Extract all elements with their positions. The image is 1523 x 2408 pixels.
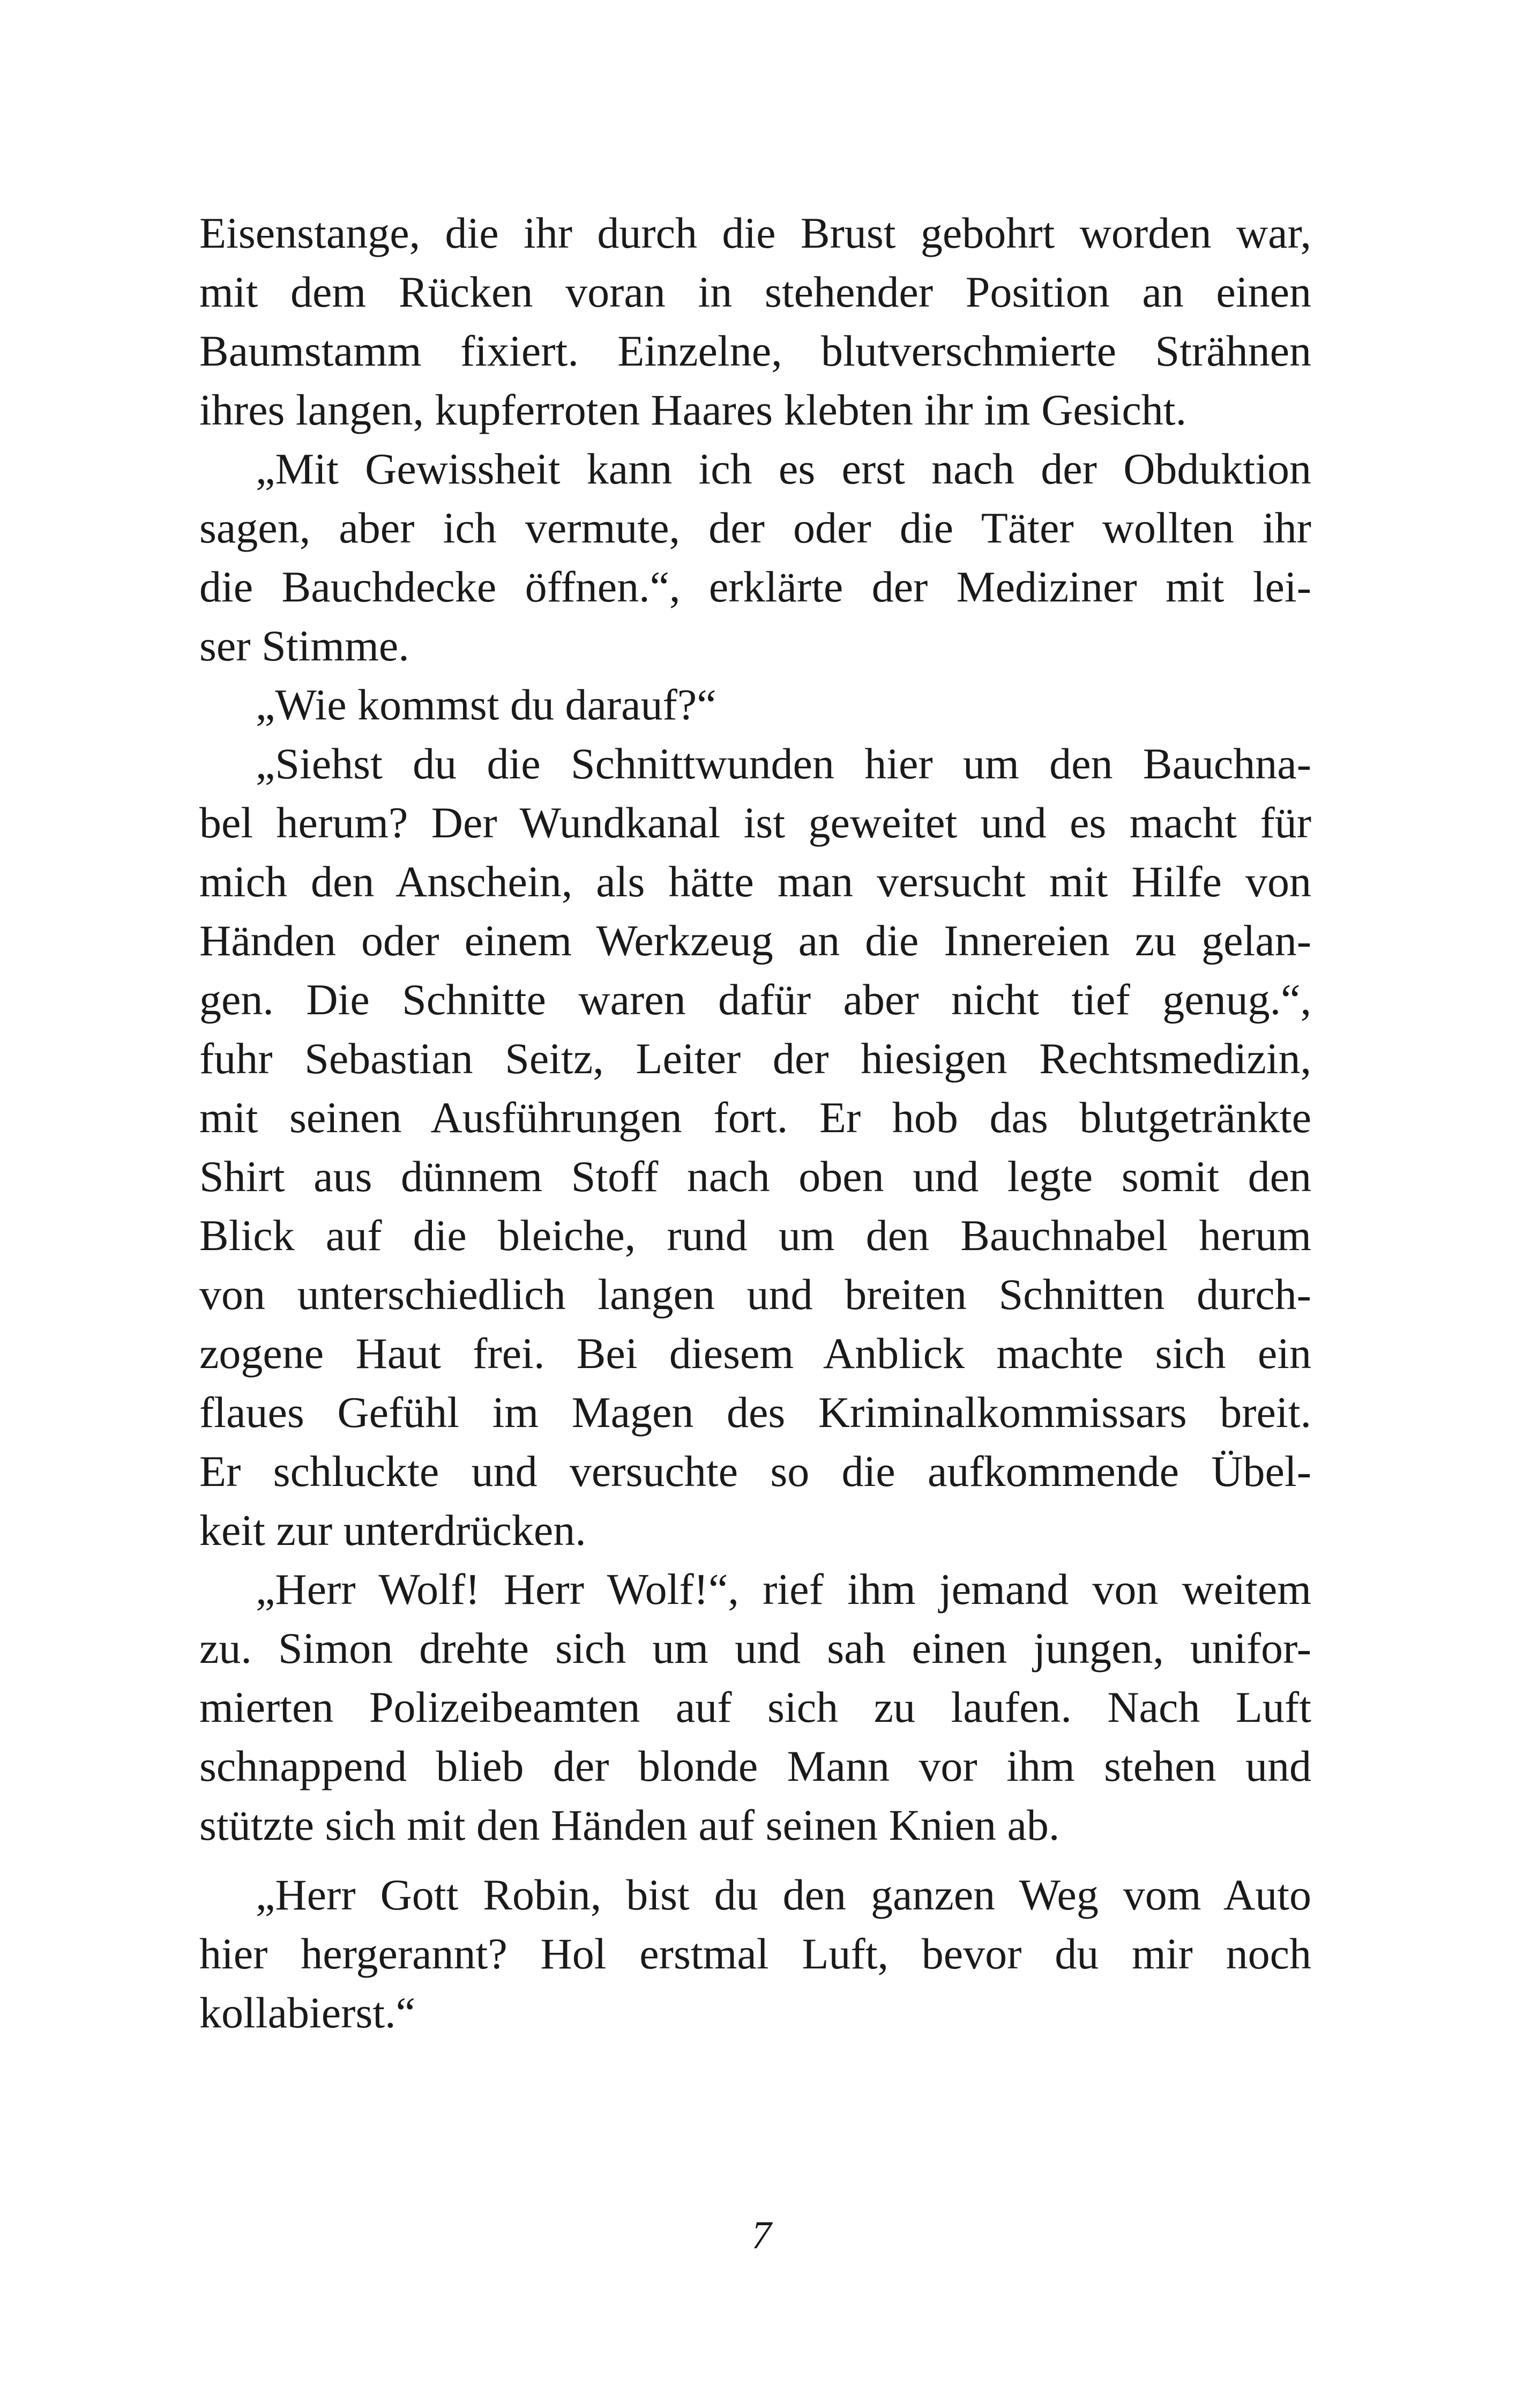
text-line: „Mit Gewissheit kann ich es erst nach der Obduktion [256, 444, 1311, 493]
paragraph [199, 1866, 1311, 2042]
text-line: mierten Polizeibeamten auf sich zu laufen. Nach Luft [199, 1683, 1311, 1731]
text-line: ihres langen, kupferroten Haares klebten ihr im Gesicht. [199, 385, 1187, 434]
body-text [199, 204, 1311, 2042]
text-line: zu. Simon drehte sich um und sah einen jungen, unifor- [199, 1624, 1311, 1673]
text-line: mit dem Rücken voran in stehender Position an einen [199, 267, 1311, 316]
paragraph [199, 734, 1311, 1560]
text-line: Shirt aus dünnem Stoff nach oben und legte somit den [199, 1152, 1311, 1201]
text-line: zogene Haut frei. Bei diesem Anblick machte sich ein [199, 1329, 1311, 1378]
paragraph [199, 675, 1311, 734]
text-line: ser Stimme. [199, 621, 409, 670]
text-line: bel herum? Der Wundkanal ist geweitet und es macht für [199, 798, 1311, 847]
text-line: schnappend blieb der blonde Mann vor ihm stehen und [199, 1742, 1311, 1790]
page-number: 7 [751, 2213, 772, 2257]
paragraph [199, 440, 1311, 675]
text-line: Eisenstange, die ihr durch die Brust gebohrt worden war, [199, 209, 1311, 257]
paragraph [199, 204, 1311, 440]
text-line: mich den Anschein, als hätte man versucht mit Hilfe von [199, 857, 1311, 906]
text-line: flaues Gefühl im Magen des Kriminalkommissars breit. [199, 1388, 1311, 1437]
text-line: keit zur unterdrücken. [199, 1506, 586, 1555]
text-line: fuhr Sebastian Seitz, Leiter der hiesigen Rechtsmedizin, [199, 1034, 1311, 1083]
text-line: Händen oder einem Werkzeug an die Innereien zu gelan- [199, 916, 1311, 965]
text-line: von unterschiedlich langen und breiten Schnitten durch- [199, 1270, 1311, 1319]
text-line: kollabierst.“ [199, 1988, 416, 2037]
text-line: sagen, aber ich vermute, der oder die Täter wollten ihr [199, 503, 1311, 552]
text-line: Er schluckte und versuchte so die aufkommende Übel- [199, 1447, 1311, 1496]
text-line: hier hergerannt? Hol erstmal Luft, bevor du mir noch [199, 1929, 1311, 1978]
text-line: Baumstamm fixiert. Einzelne, blutverschmierte Strähnen [199, 326, 1311, 375]
text-line: die Bauchdecke öffnen.“, erklärte der Mediziner mit lei- [199, 562, 1311, 611]
text-line: gen. Die Schnitte waren dafür aber nicht tief genug.“, [199, 975, 1311, 1024]
text-line: stützte sich mit den Händen auf seinen Knien ab. [199, 1801, 1060, 1849]
paragraph-gap [199, 1855, 1311, 1866]
text-line: „Siehst du die Schnittwunden hier um den Bauchna- [256, 739, 1311, 788]
text-line: „Herr Wolf! Herr Wolf!“, rief ihm jemand von weitem [256, 1565, 1311, 1614]
text-line: mit seinen Ausführungen fort. Er hob das blutgetränkte [199, 1093, 1311, 1142]
text-line: „Herr Gott Robin, bist du den ganzen Weg vom Auto [256, 1870, 1311, 1919]
text-line: „Wie kommst du darauf?“ [256, 680, 716, 729]
paragraph [199, 1560, 1311, 1855]
text-line: Blick auf die bleiche, rund um den Bauchnabel herum [199, 1211, 1311, 1260]
